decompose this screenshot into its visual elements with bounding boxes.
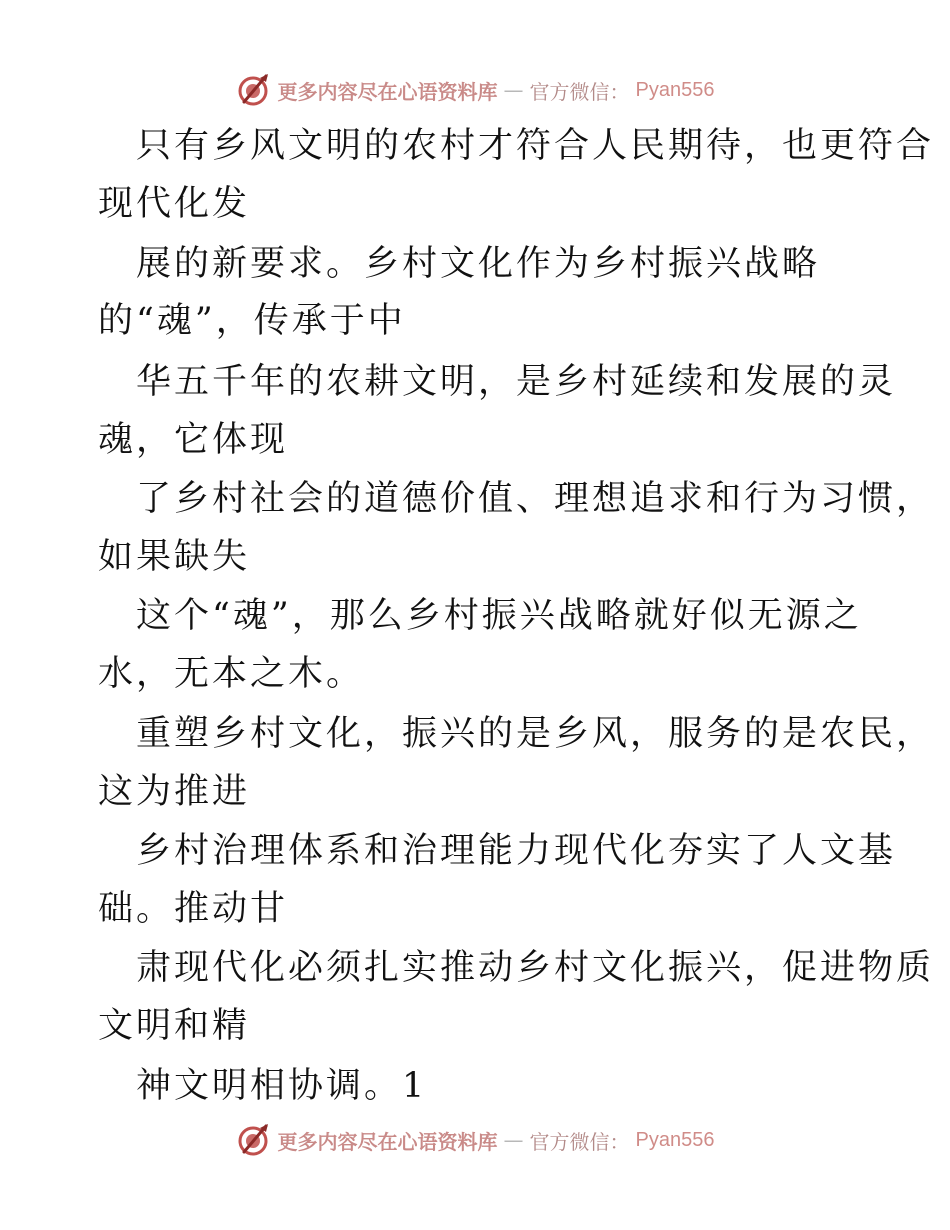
- footer-banner: [0, 1120, 950, 1160]
- body-line: 的“魂”，传承于中: [98, 301, 406, 341]
- body-line: 乡村治理体系和治理能力现代化夯实了人文基: [136, 831, 897, 871]
- header-separator: —: [503, 78, 524, 102]
- footer-separator: —: [503, 1128, 524, 1152]
- body-line: 如果缺失: [98, 537, 251, 577]
- feather-logo-icon: [236, 1122, 272, 1158]
- body-line: 现代化发: [98, 184, 251, 224]
- body-line: 魂，它体现: [98, 420, 289, 460]
- body-line: 华五千年的农耕文明，是乡村延续和发展的灵: [136, 362, 897, 402]
- body-line: 这为推进: [98, 772, 251, 812]
- body-line: 只有乡风文明的农村才符合人民期待，也更符合: [136, 126, 935, 166]
- body-line: 神文明相协调。1: [136, 1066, 428, 1106]
- body-line: 重塑乡村文化，振兴的是乡风，服务的是农民，: [136, 714, 935, 754]
- body-line: 这个“魂”，那么乡村振兴战略就好似无源之: [136, 596, 862, 636]
- body-line: 文明和精: [98, 1006, 251, 1046]
- header-brand-text: 更多内容尽在心语资料库: [277, 79, 498, 104]
- body-line: 水，无本之木。: [98, 654, 365, 694]
- body-line: 展的新要求。乡村文化作为乡村振兴战略: [136, 244, 821, 284]
- body-line: 肃现代化必须扎实推动乡村文化振兴，促进物质: [136, 948, 935, 988]
- header-wechat-id: Pyan556: [635, 78, 715, 101]
- footer-wechat-id: Pyan556: [635, 1128, 715, 1151]
- header-wechat-label: 官方微信：: [529, 79, 630, 104]
- body-line: 了乡村社会的道德价值、理想追求和行为习惯，: [136, 479, 935, 519]
- footer-wechat-label: 官方微信：: [529, 1129, 630, 1154]
- body-line: 础。推动甘: [98, 889, 289, 929]
- footer-brand-text: 更多内容尽在心语资料库: [277, 1129, 498, 1154]
